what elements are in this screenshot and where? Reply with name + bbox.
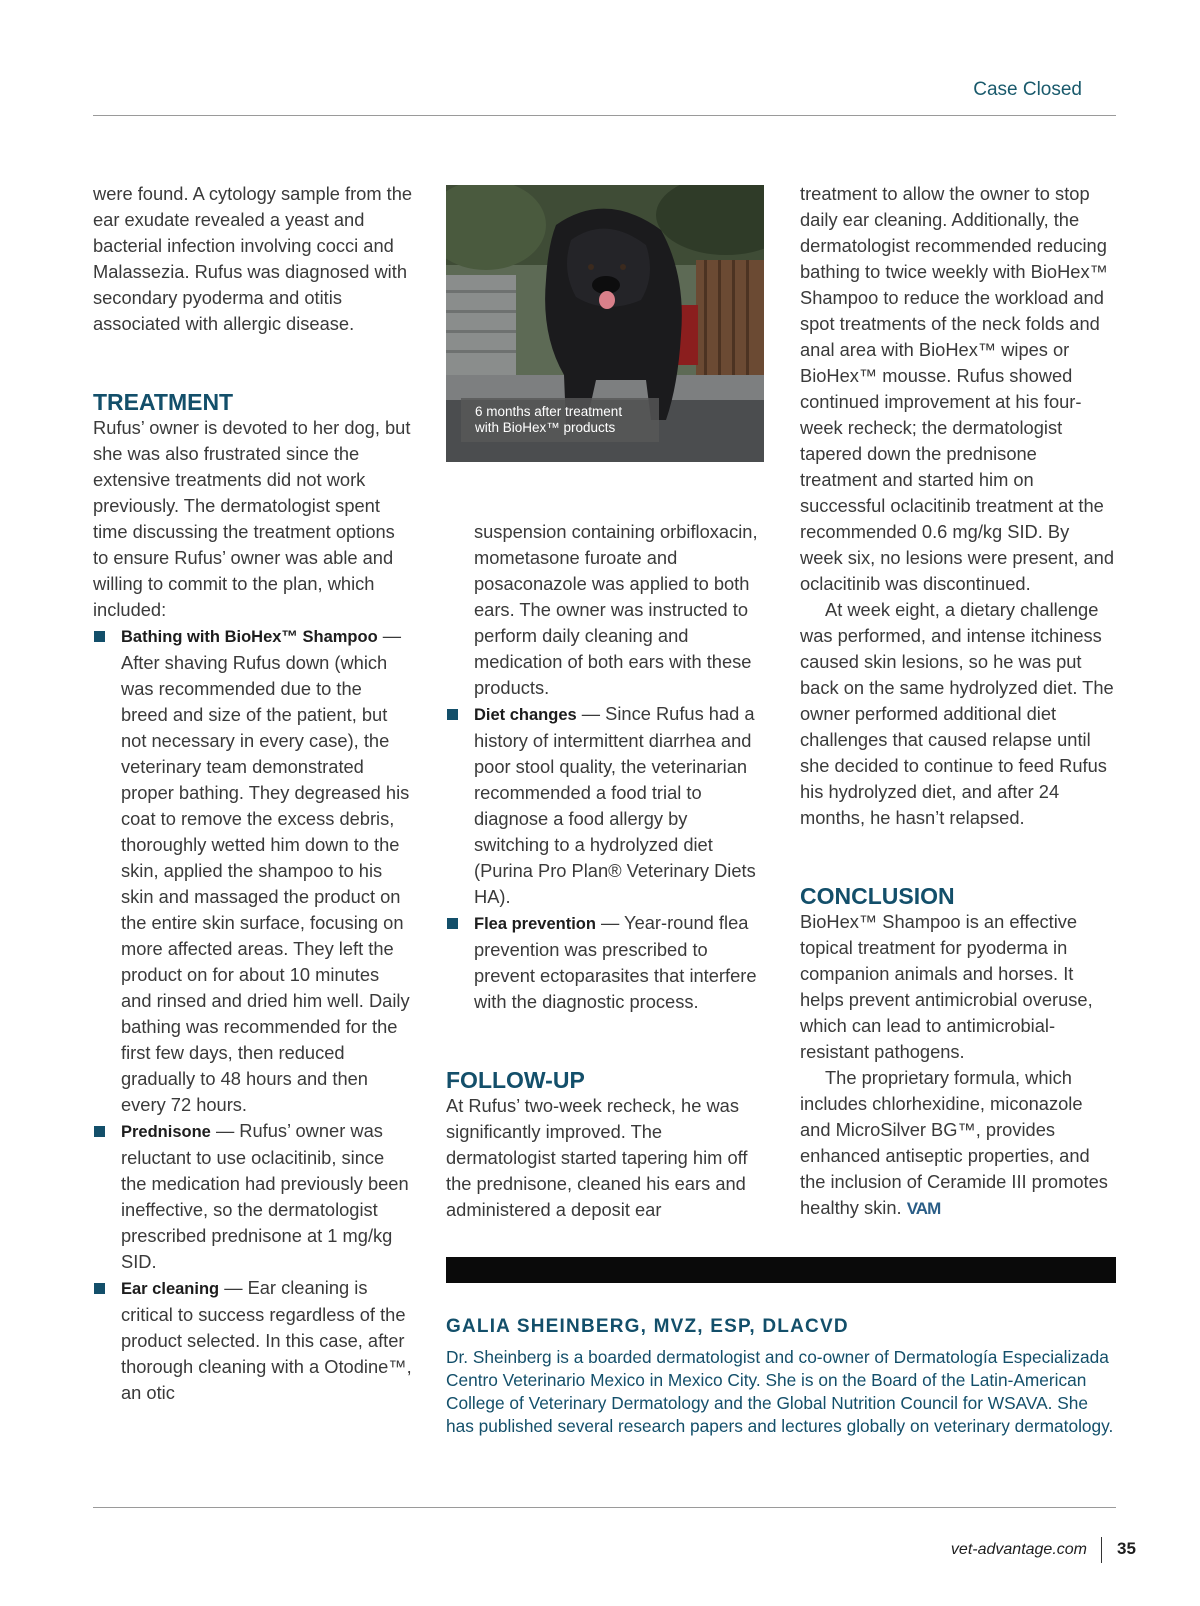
- page-number: 35: [1117, 1539, 1136, 1558]
- followup-heading: FOLLOW-UP: [446, 1067, 585, 1093]
- bullet-square-icon: [94, 1283, 105, 1294]
- bullet-square-icon: [447, 918, 458, 929]
- continuation-paragraph: suspension containing orbifloxacin, mometasone furoate and posaconazole was applied to both ears. The owner was instructed to perform daily cleaning and medication of both ears with these products.: [474, 521, 758, 698]
- footer-url: vet-advantage.com: [950, 1541, 1087, 1558]
- dog-photo: [446, 185, 764, 462]
- body-paragraph: treatment to allow the owner to stop daily ear cleaning. Additionally, the dermatologist recommended reducing bathing to twice weekly with BioHex™ Shampoo to reduce the workload and spot treatments of the neck folds and anal area with BioHex™ wipes or BioHex™ mousse. Rufus showed continued improvement at his four-week recheck; the dermatologist tapered down the prednisone treatment and started him on successful oclacitinib treatment at the recommended 0.6 mg/kg SID. By week six, no lesions were present, and oclacitinib was discontinued.: [800, 183, 1114, 594]
- list-item: [93, 1275, 413, 1406]
- conclusion-paragraph: BioHex™ Shampoo is an effective topical treatment for pyoderma in companion animals and horses. It helps prevent antimicrobial overuse, which can lead to antimicrobial-resistant pathogens.: [800, 911, 1093, 1062]
- conclusion-paragraph: [800, 1065, 1116, 1222]
- footer-separator: [1101, 1537, 1102, 1563]
- bullet-term: Ear cleaning: [121, 1280, 220, 1298]
- column-2: [446, 519, 764, 1223]
- bullet-square-icon: [94, 631, 105, 642]
- conclusion-heading: CONCLUSION: [800, 883, 955, 909]
- bullet-text: — Rufus’ owner was reluctant to use oclacitinib, since the medication had previously been ineffective, so the dermatologist prescribed prednisone at 1 mg/kg SID.: [121, 1120, 409, 1272]
- bullet-text: — Since Rufus had a history of intermittent diarrhea and poor stool quality, the veterinarian recommended a food trial to diagnose a food allergy by switching to a hydrolyzed diet (Purina Pro Plan® Veterinary Diets HA).: [474, 703, 756, 907]
- list-item: [93, 1118, 413, 1275]
- column-1: [93, 181, 413, 1406]
- author-name: GALIA SHEINBERG, MVZ, ESP, DLACVD: [446, 1316, 849, 1337]
- body-paragraph: At week eight, a dietary challenge was performed, and intense itchiness caused skin lesions, so he was put back on the same hydrolyzed diet. The owner performed additional diet challenges that caused relapse until she decided to continue to feed Rufus his hydrolyzed diet, and after 24 months, he hasn’t relapsed.: [800, 599, 1114, 828]
- bullet-term: Prednisone: [121, 1123, 211, 1141]
- bullet-square-icon: [447, 709, 458, 720]
- footer-rule: [93, 1507, 1116, 1508]
- vam-end-mark: VAM: [906, 1199, 941, 1218]
- bullet-square-icon: [94, 1126, 105, 1137]
- bullet-term: Flea prevention: [474, 915, 596, 933]
- treatment-list-continued: [446, 701, 764, 1015]
- followup-paragraph: At Rufus’ two-week recheck, he was significantly improved. The dermatologist started tapering him off the prednisone, cleaned his ears and administered a deposit ear: [446, 1095, 748, 1220]
- author-description: Dr. Sheinberg is a boarded dermatologist and co-owner of Dermatología Especializada Centro Veterinario Mexico in Mexico City. She is on the Board of the Latin-American College of Veterinary Dermatology and the Global Nutrition Council for WSAVA. She has published several research papers and lectures globally on veterinary dermatology.: [446, 1347, 1114, 1436]
- list-item: [446, 910, 764, 1015]
- section-label: Case Closed: [973, 79, 1082, 100]
- bullet-text: — Ear cleaning is critical to success regardless of the product selected. In this case, after thorough cleaning with a Otodine™, an otic: [121, 1277, 412, 1403]
- bullet-term: Bathing with BioHex™ Shampoo: [121, 628, 378, 646]
- column-3: [800, 181, 1116, 1222]
- intro-paragraph: were found. A cytology sample from the ear exudate revealed a yeast and bacterial infection involving cocci and Malassezia. Rufus was diagnosed with secondary pyoderma and otitis associated with allergic disease.: [93, 183, 413, 334]
- header-rule: [93, 115, 1116, 116]
- author-bio: [446, 1316, 1116, 1438]
- conclusion-text: The proprietary formula, which includes chlorhexidine, miconazole and MicroSilver BG™, provides enhanced antiseptic properties, and the inclusion of Ceramide III promotes healthy skin.: [800, 1067, 1108, 1218]
- list-item: [93, 623, 413, 1118]
- photo-caption: 6 months after treatment with BioHex™ products: [461, 398, 659, 442]
- treatment-list: [93, 623, 413, 1406]
- list-item: [446, 701, 764, 910]
- treatment-heading: TREATMENT: [93, 389, 234, 415]
- bullet-term: Diet changes: [474, 706, 577, 724]
- bullet-text: — After shaving Rufus down (which was recommended due to the breed and size of the patient, but not necessary in every case), the veterinary team demonstrated proper bathing. They degreased his coat to remove the excess debris, thoroughly wetted him down to the skin, applied the shampoo to his skin and massaged the product on the entire skin surface, focusing on more affected areas. They left the product on for about 10 minutes and rinsed and dried him well. Daily bathing was recommended for the first few days, then reduced gradually to 48 hours and then every 72 hours.: [121, 625, 410, 1115]
- bullet-text: — Year-round flea prevention was prescribed to prevent ectoparasites that interfere with the diagnostic process.: [474, 912, 757, 1012]
- bio-divider-bar: [446, 1257, 1116, 1283]
- treatment-intro: Rufus’ owner is devoted to her dog, but she was also frustrated since the extensive treatments did not work previously. The dermatologist spent time discussing the treatment options to ensure Rufus’ owner was able and willing to commit to the plan, which included:: [93, 417, 411, 620]
